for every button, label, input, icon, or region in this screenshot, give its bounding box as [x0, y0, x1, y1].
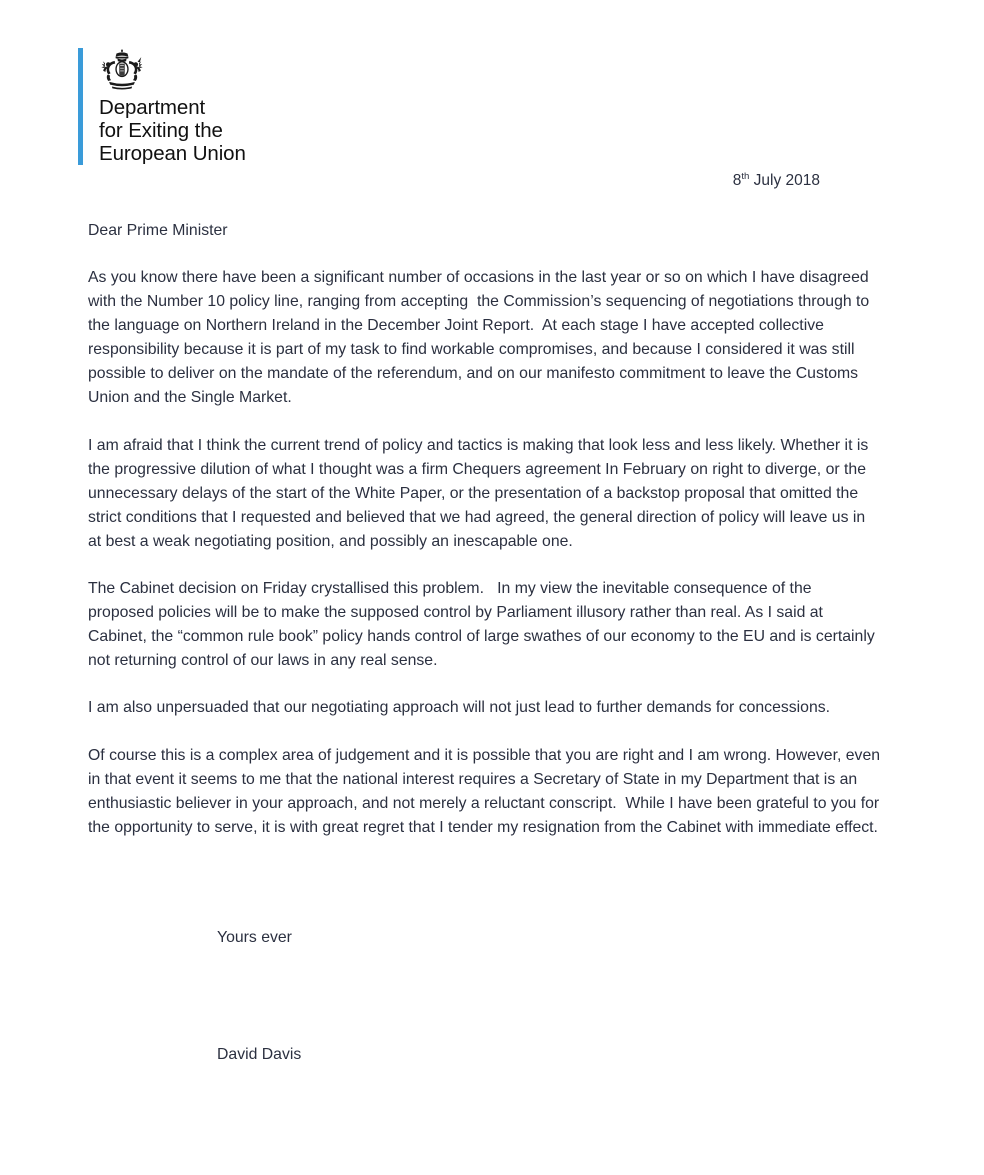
- letter-date: [733, 172, 820, 190]
- letterhead: [78, 48, 246, 165]
- date-day: 8: [732, 172, 742, 189]
- brand-accent-rule: [78, 48, 83, 165]
- signatory-name: David Davis: [217, 1046, 302, 1063]
- paragraph-2: I am afraid that I think the current trend of policy and tactics is making that look less and less likely. Whether it is the progressive dilution of what I thought was a firm Chequers agreement In February on right to diverge, or the unnecessary delays of the start of the White Paper, or the presentation of a backstop proposal that omitted the strict conditions that I requested and believed that we had agreed, the general direction of policy will leave us in at best a weak negotiating position, and possibly an inescapable one.: [88, 436, 873, 550]
- paragraph-1: As you know there have been a significant number of occasions in the last year or so on which I have disagreed with the Number 10 policy line, ranging from accepting the Commission’s sequencing of negotiations through to the language on Northern Ireland in the December Joint Report. At each stage I have accepted collective responsibility because it is part of my task to find workable compromises, and because I considered it was still possible to deliver on the mandate of the referendum, and on our manifesto commitment to leave the Customs Union and the Single Market.: [88, 269, 874, 407]
- paragraph-5: Of course this is a complex area of judgement and it is possible that you are right and I am wrong. However, even in that event it seems to me that the national interest requires a Secretary of State in my Department that is an enthusiastic believer in your approach, and not merely a reluctant conscript. While I have been grateful to you for the opportunity to serve, it is with great regret that I tender my resignation from the Cabinet with immediate effect.: [88, 746, 885, 836]
- brand-body: [99, 48, 246, 165]
- organisation-name-line-1: Department: [99, 96, 206, 119]
- paragraph-4: I am also unpersuaded that our negotiating approach will not just lead to further demands for concessions.: [88, 699, 831, 717]
- date-month-year: July 2018: [749, 172, 820, 189]
- date-ordinal-suffix: th: [741, 170, 750, 182]
- valediction: Yours ever: [217, 929, 292, 946]
- paragraph-3: The Cabinet decision on Friday crystallised this problem. In my view the inevitable consequence of the proposed policies will be to make the supposed control by Parliament illusory rather than real. As I said at Cabinet, the “common rule book” policy hands control of large swathes of our economy to the EU and is certainly not returning control of our laws in any real sense.: [88, 580, 880, 670]
- letter-body: [88, 219, 885, 840]
- organisation-name-line-3: European Union: [99, 142, 246, 165]
- organisation-name-line-2: for Exiting the: [99, 119, 223, 142]
- salutation: Dear Prime Minister: [88, 222, 228, 239]
- royal-coat-of-arms-icon: [99, 48, 145, 92]
